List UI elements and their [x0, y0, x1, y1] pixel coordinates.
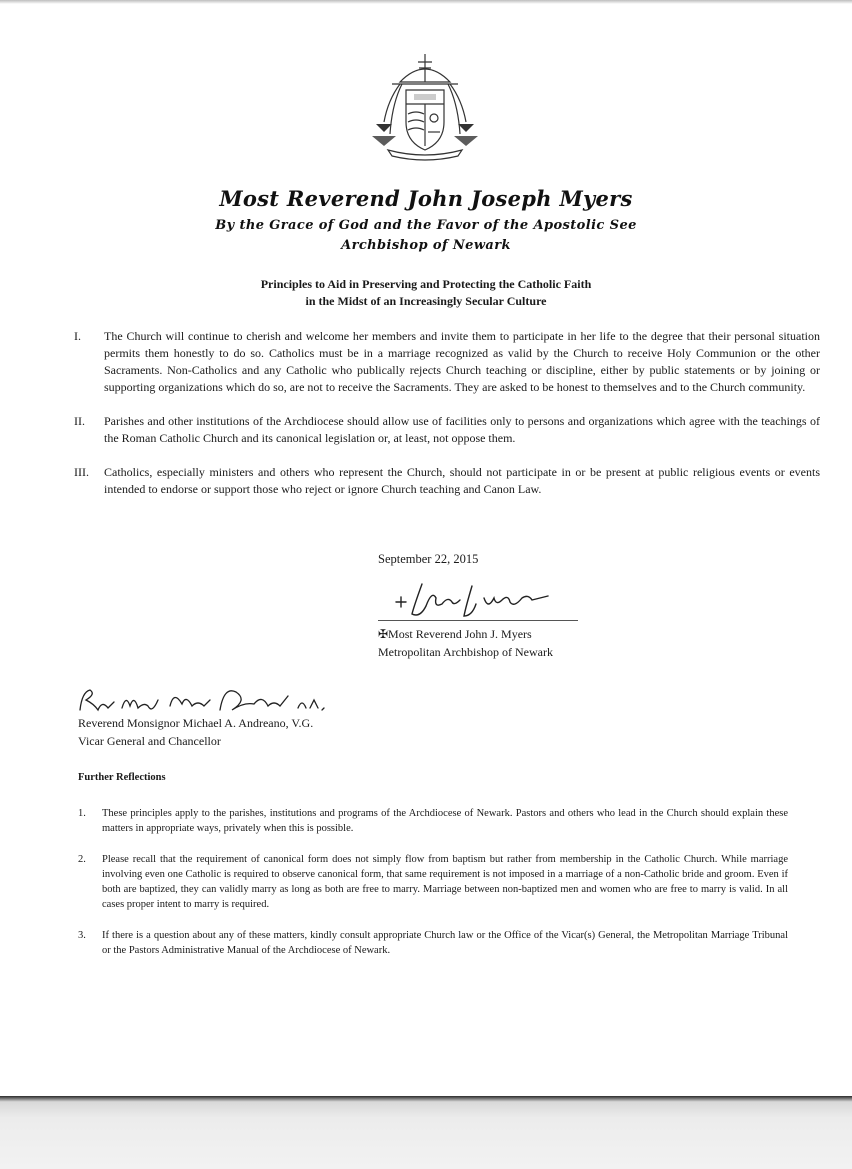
- reflection-number: 3.: [78, 930, 86, 941]
- signer-title: Vicar General and Chancellor: [78, 734, 221, 748]
- reflection-item: [78, 928, 788, 958]
- reflection-text: These principles apply to the parishes, institutions and programs of the Archdiocese of Newark. Pastors and others who lead in the Church should explain these matters in appropriate ways, privately when this is possible.: [102, 808, 788, 834]
- principle-item: [74, 464, 820, 498]
- reflection-text: If there is a question about any of these matters, kindly consult appropriate Church law or the Office of the Vicar(s) General, the Metropolitan Marriage Tribunal or the Pastors Administrative Manual of the Archdiocese of Newark.: [102, 930, 788, 956]
- signer-title: Metropolitan Archbishop of Newark: [378, 645, 553, 659]
- reflection-number: 1.: [78, 808, 86, 819]
- principle-number: III.: [74, 465, 89, 479]
- further-reflections-heading: Further Reflections: [78, 772, 166, 783]
- principle-text: The Church will continue to cherish and welcome her members and invite them to participate in her life to the degree that their personal situation permits them honestly to do so. Catholics must be in a marriage recognized as valid by the Church to receive Holy Communion or the other Sacraments. Non-Catholics and any Catholic who publically rejects Church teaching or discipline, either by public statements or by joining or supporting organizations which do so, are not to receive the Sacraments. They are asked to be honest to themselves and to the Church community.: [104, 329, 820, 394]
- signer-name: Reverend Monsignor Michael A. Andreano, V.G.: [78, 716, 314, 730]
- principle-item: [74, 413, 820, 447]
- signer-name: ✠Most Reverend John J. Myers: [378, 627, 532, 641]
- principle-text: Catholics, especially ministers and others who represent the Church, should not participate in or be present at public religious events or events intended to endorse or support those who reject or ignore Church teaching and Canon Law.: [104, 465, 820, 496]
- principle-item: [74, 328, 820, 396]
- principles-list: [74, 328, 820, 515]
- principle-number: I.: [74, 329, 81, 343]
- document-title-line-1: Principles to Aid in Preserving and Protecting the Catholic Faith: [260, 277, 592, 291]
- principle-text: Parishes and other institutions of the Archdiocese should allow use of facilities only to persons and organizations which agree with the teachings of the Roman Catholic Church and its canonical legislation or, at least, not oppose them.: [104, 414, 820, 445]
- reflection-item: [78, 852, 788, 912]
- archbishop-signature: [392, 576, 552, 620]
- vicar-general-signature: [74, 680, 334, 716]
- scan-edge-top: [0, 0, 852, 4]
- principle-number: II.: [74, 414, 85, 428]
- archbishop-title-heading: Archbishop of Newark: [341, 238, 511, 253]
- coat-of-arms-seal: [362, 52, 488, 164]
- reflection-text: Please recall that the requirement of canonical form does not simply flow from baptism but rather from membership in the Catholic Church. While marriage involving even one Catholic is required to observe canonical form, that same requirement is not imposed in a marriage of a non-Catholic bride and groom. Even if both are baptized, they can validly marry as long as both are free to marry. Marriage between non-baptized men and women who are free to marry is valid. In all cases proper intent to marry is required.: [102, 854, 788, 910]
- scan-edge-bottom: [0, 1096, 852, 1169]
- reflection-number: 2.: [78, 854, 86, 865]
- vicar-general-signature-block: [78, 714, 313, 750]
- archbishop-name-heading: Most Reverend John Joseph Myers: [219, 186, 633, 211]
- document-date: September 22, 2015: [378, 552, 479, 566]
- signature-line: [378, 620, 578, 621]
- archbishop-signature-block: [378, 625, 553, 661]
- reflections-list: [78, 806, 788, 974]
- grace-heading: By the Grace of God and the Favor of the Apostolic See: [215, 218, 637, 233]
- reflection-item: [78, 806, 788, 836]
- document-title-line-2: in the Midst of an Increasingly Secular Culture: [305, 294, 547, 308]
